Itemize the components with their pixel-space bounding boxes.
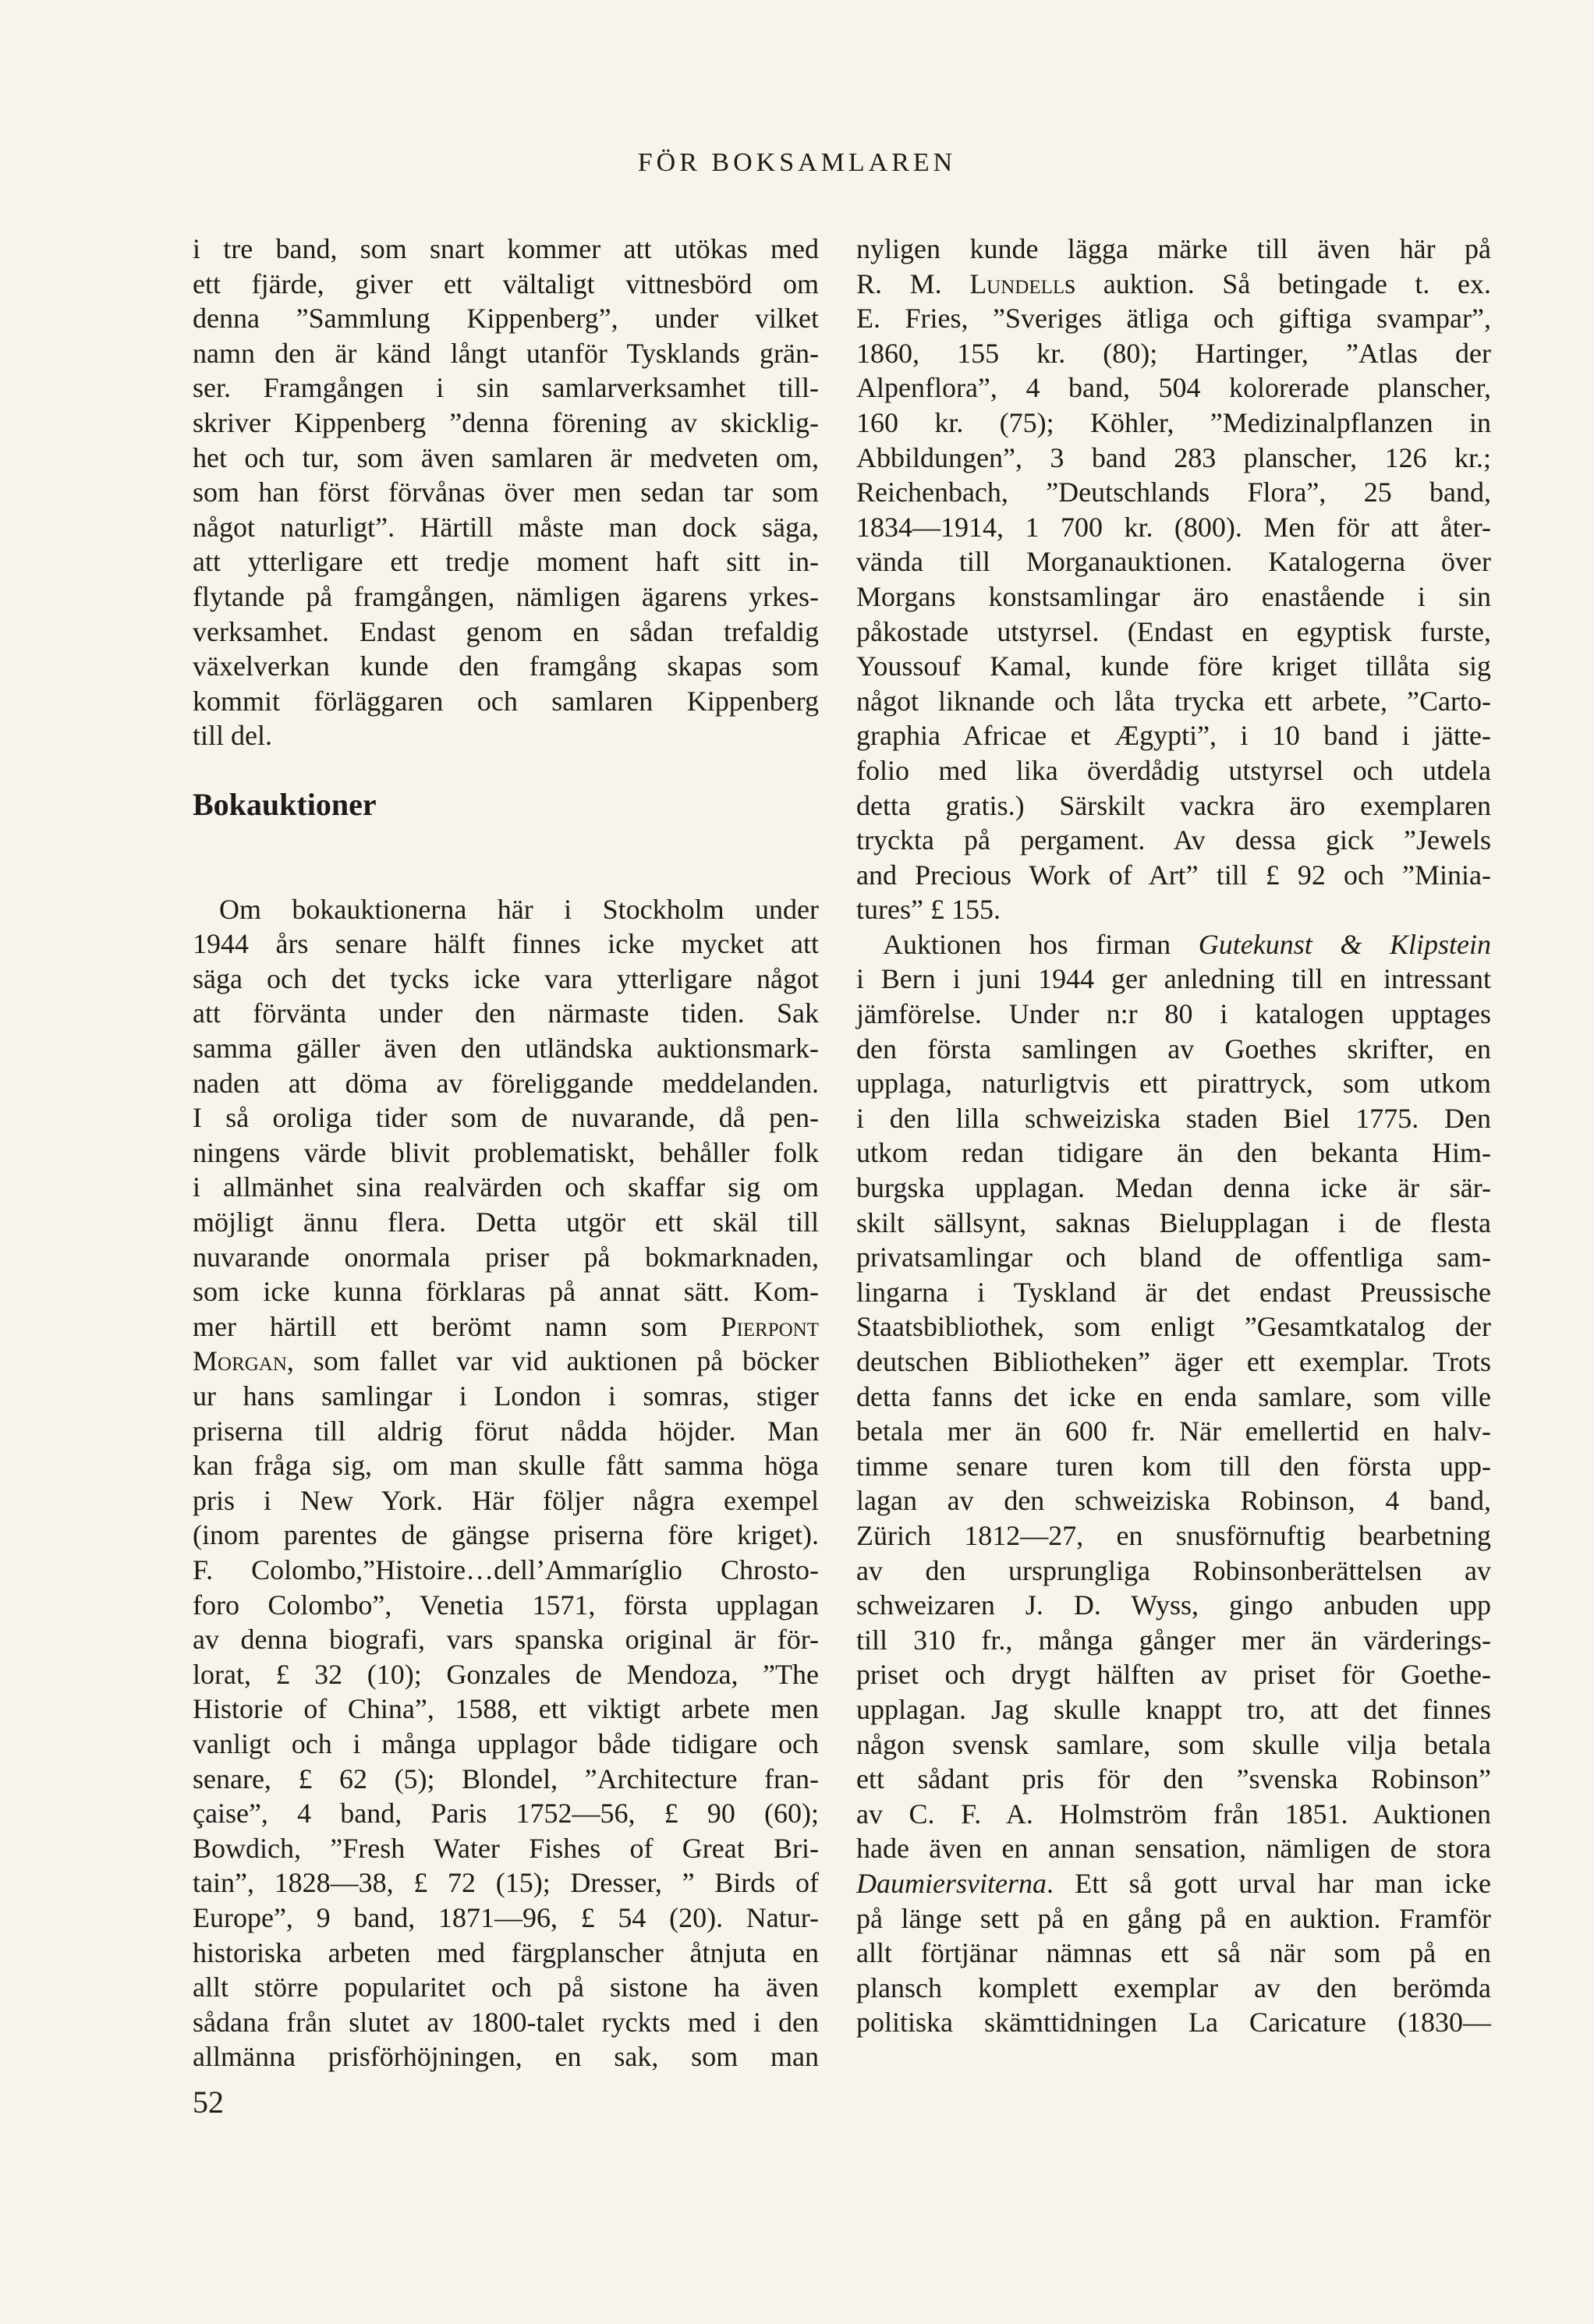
text-line: namn den är känd långt utanför Tysklands grän- xyxy=(193,337,819,369)
section-heading: Bokauktioner xyxy=(193,786,377,822)
section-heading-block xyxy=(193,788,819,892)
text-line: tryckta på pergament. Av dessa gick ”Jewels xyxy=(856,824,1491,856)
text-segment: s auktion. Så betingade t. ex. xyxy=(1064,267,1491,299)
text-line: lorat, £ 32 (10); Gonzales de Mendoza, ”The xyxy=(193,1658,819,1690)
text-line xyxy=(856,927,1491,962)
text-line: 160 kr. (75); Köhler, ”Medizinalpflanzen in xyxy=(856,406,1491,438)
text-segment: . Ett så gott urval har man icke xyxy=(1046,1867,1491,1899)
text-line: påkostade utstyrsel. (Endast en egyptisk furste, xyxy=(856,615,1491,647)
text-line: Youssouf Kamal, kunde före kriget tillåta sig xyxy=(856,650,1491,682)
text-line: tain”, 1828—38, £ 72 (15); Dresser, ” Birds of xyxy=(193,1867,819,1899)
text-line: något naturligt”. Härtill måste man dock säga, xyxy=(193,511,819,543)
text-line xyxy=(193,1344,819,1379)
text-line: kommit förläggaren och samlaren Kippenberg xyxy=(193,685,819,717)
text-line: schweizaren J. D. Wyss, gingo anbuden upp xyxy=(856,1589,1491,1621)
text-line: av den ursprungliga Robinsonberättelsen av xyxy=(856,1554,1491,1586)
text-line: möjligt ännu flera. Detta utgör ett skäl till xyxy=(193,1206,819,1238)
text-line: nuvarande onormala priser på bokmarknaden, xyxy=(193,1241,819,1273)
text-line: vända till Morganauktionen. Katalogerna över xyxy=(856,546,1491,578)
text-line: plansch komplett exemplar av den berömda xyxy=(856,1972,1491,2003)
text-line: säga och det tycks icke vara ytterligare något xyxy=(193,962,819,994)
text-line: i Bern i juni 1944 ger anledning till en intressant xyxy=(856,963,1491,995)
text-line: ett sådant pris för den ”svenska Robinson” xyxy=(856,1763,1491,1795)
text-line: skriver Kippenberg ”denna förening av skicklig- xyxy=(193,406,819,438)
text-line: denna ”Sammlung Kippenberg”, under vilket xyxy=(193,303,819,335)
text-line: Zürich 1812—27, en snusförnuftig bearbetning xyxy=(856,1519,1491,1551)
text-line: detta gratis.) Särskilt vackra äro exemplaren xyxy=(856,789,1491,821)
text-line: politiska skämttidningen La Caricature (1830— xyxy=(856,2007,1491,2039)
text-line: E. Fries, ”Sveriges ätliga och giftiga svampar”, xyxy=(856,303,1491,335)
text-line: priserna till aldrig förut nådda höjder. Man xyxy=(193,1415,819,1447)
text-line: 1944 års senare hälft finnes icke mycket att xyxy=(193,928,819,960)
text-line: lingarna i Tyskland är det endast Preussische xyxy=(856,1276,1491,1308)
italic-text: Daumiersviterna xyxy=(856,1867,1047,1899)
text-line: het och tur, som även samlaren är medveten om, xyxy=(193,441,819,473)
text-line: flytande på framgången, nämligen ägarens yrkes- xyxy=(193,580,819,612)
text-line: av denna biografi, vars spanska original är för- xyxy=(193,1624,819,1656)
text-line: senare, £ 62 (5); Blondel, ”Architecture fran- xyxy=(193,1762,819,1794)
page-number: 52 xyxy=(193,2085,224,2120)
text-line: verksamhet. Endast genom en sådan trefaldig xyxy=(193,615,819,647)
text-line: naden att döma av föreliggande meddelanden. xyxy=(193,1067,819,1099)
text-line: lagan av den schweiziska Robinson, 4 band, xyxy=(856,1485,1491,1517)
text-line: Historie of China”, 1588, ett viktigt arbete men xyxy=(193,1693,819,1725)
text-line: växelverkan kunde den framgång skapas som xyxy=(193,650,819,682)
text-line: Staatsbibliothek, som enligt ”Gesamtkatalog der xyxy=(856,1311,1491,1343)
text-line: som han först förvånas över men sedan tar som xyxy=(193,476,819,508)
text-line: utkom redan tidigare än den bekanta Him- xyxy=(856,1137,1491,1169)
text-line: vanligt och i många upplagor både tidigare och xyxy=(193,1727,819,1759)
text-line: ett fjärde, giver ett vältaligt vittnesbörd om xyxy=(193,267,819,299)
text-line: and Precious Work of Art” till £ 92 och ”Minia- xyxy=(856,859,1491,891)
text-line: Europe”, 9 band, 1871—96, £ 54 (20). Natur- xyxy=(193,1901,819,1933)
text-line: tures” £ 155. xyxy=(856,894,1001,926)
text-line xyxy=(193,1309,819,1344)
text-segment: Auktionen hos firman xyxy=(883,928,1199,960)
text-line: pris i New York. Här följer några exempel xyxy=(193,1484,819,1516)
text-line: 1834—1914, 1 700 kr. (800). Men för att åter- xyxy=(856,511,1491,543)
text-line: allt förtjänar nämnas ett så när som på en xyxy=(856,1937,1491,1969)
text-line: graphia Africae et Ægypti”, i 10 band i jätte- xyxy=(856,720,1491,752)
text-line: allt större popularitet och på sistone ha även xyxy=(193,1972,819,2003)
text-line: något liknande och låta trycka ett arbete, ”Carto- xyxy=(856,685,1491,717)
text-line: priset och drygt hälften av priset för Goethe- xyxy=(856,1659,1491,1691)
text-line: hade även en annan sensation, nämligen de stora xyxy=(856,1833,1491,1865)
text-line: till del. xyxy=(193,720,272,752)
running-head: FÖR BOKSAMLAREN xyxy=(637,148,957,177)
text-line: betala mer än 600 fr. När emellertid en halv- xyxy=(856,1415,1491,1447)
text-line: folio med lika överdådig utstyrsel och utdela xyxy=(856,754,1491,786)
text-line: i den lilla schweiziska staden Biel 1775. Den xyxy=(856,1102,1491,1134)
text-line: Alpenflora”, 4 band, 504 kolorerade planscher, xyxy=(856,372,1491,404)
text-line: Abbildungen”, 3 band 283 planscher, 126 kr.; xyxy=(856,441,1491,473)
text-line: foro Colombo”, Venetia 1571, första upplagan xyxy=(193,1589,819,1621)
text-line: detta fanns det icke en enda samlare, som ville xyxy=(856,1380,1491,1412)
text-line: upplagan. Jag skulle knappt tro, att det finnes xyxy=(856,1693,1491,1725)
text-line: 1860, 155 kr. (80); Hartinger, ”Atlas der xyxy=(856,337,1491,369)
text-line: sådana från slutet av 1800-talet ryckts med i den xyxy=(193,2006,819,2038)
paragraph xyxy=(856,927,1491,2040)
text-line: historiska arbeten med färgplanscher åtnjuta en xyxy=(193,1936,819,1968)
text-line: någon svensk samlare, som skulle vilja betala xyxy=(856,1728,1491,1760)
paragraph xyxy=(856,232,1491,927)
text-line: att ytterligare ett tredje moment haft sitt in- xyxy=(193,546,819,578)
small-caps-name: Morgan xyxy=(193,1345,287,1377)
text-line: privatsamlingar och bland de offentliga sam- xyxy=(856,1242,1491,1274)
text-line: till 310 fr., många gånger mer än värderings- xyxy=(856,1624,1491,1656)
text-line: burgska upplagan. Medan denna icke är sär- xyxy=(856,1172,1491,1204)
right-column xyxy=(856,232,1491,2040)
text-line: deutschen Bibliotheken” äger ett exemplar. Trots xyxy=(856,1346,1491,1377)
text-line: av C. F. A. Holmström från 1851. Auktionen xyxy=(856,1798,1491,1830)
text-line: allmänna prisförhöjningen, en sak, som man xyxy=(193,2041,819,2073)
text-line: (inom parentes de gängse priserna före kriget). xyxy=(193,1519,819,1551)
left-column xyxy=(193,232,819,2074)
small-caps-name: Pierpont xyxy=(721,1310,819,1342)
text-line xyxy=(856,267,1491,302)
text-line: på länge sett på en gång på en auktion. Framför xyxy=(856,1902,1491,1934)
text-line: ur hans samlingar i London i somras, stiger xyxy=(193,1380,819,1412)
text-line: kan fråga sig, om man skulle fått samma höga xyxy=(193,1450,819,1482)
italic-text: Gutekunst & Klipstein xyxy=(1198,928,1492,960)
text-line: jämförelse. Under n:r 80 i katalogen upptages xyxy=(856,998,1491,1030)
text-line: den första samlingen av Goethes skrifter, en xyxy=(856,1033,1491,1065)
text-line: Reichenbach, ”Deutschlands Flora”, 25 band, xyxy=(856,476,1491,508)
text-line: Morgans konstsamlingar äro enastående i sin xyxy=(856,580,1491,612)
text-line: som icke kunna förklaras på annat sätt. Kom- xyxy=(193,1276,819,1308)
text-segment: , som fallet var vid auktionen på böcker xyxy=(286,1345,819,1377)
text-line: timme senare turen kom till den första upp- xyxy=(856,1450,1491,1482)
paragraph xyxy=(193,232,819,753)
text-line: ningens värde blivit problematiskt, behåller folk xyxy=(193,1136,819,1168)
text-line: Bowdich, ”Fresh Water Fishes of Great Bri- xyxy=(193,1832,819,1864)
paragraph xyxy=(193,892,819,2074)
text-segment: mer härtill ett berömt namn som xyxy=(193,1310,721,1342)
text-line: F. Colombo,”Histoire…dell’Ammaríglio Chrosto- xyxy=(193,1553,819,1585)
text-line: upplaga, naturligtvis ett pirattryck, som utkom xyxy=(856,1068,1491,1100)
text-segment: R. M. xyxy=(856,267,970,299)
text-line: i allmänhet sina realvärden och skaffar sig om xyxy=(193,1171,819,1203)
text-line: I så oroliga tider som de nuvarande, då pen- xyxy=(193,1102,819,1134)
text-line: att förvänta under den närmaste tiden. Sak xyxy=(193,997,819,1029)
small-caps-name: Lundell xyxy=(969,267,1065,299)
text-line: i tre band, som snart kommer att utökas med xyxy=(193,233,819,264)
text-line: çaise”, 4 band, Paris 1752—56, £ 90 (60); xyxy=(193,1798,819,1830)
text-line: samma gäller även den utländska auktionsmark- xyxy=(193,1033,819,1065)
text-line xyxy=(856,1866,1491,1901)
text-line: nyligen kunde lägga märke till även här på xyxy=(856,233,1491,264)
text-line: Om bokauktionerna här i Stockholm under xyxy=(219,893,819,925)
text-line: skilt sällsynt, saknas Bielupplagan i de flesta xyxy=(856,1206,1491,1238)
text-line: ser. Framgången i sin samlarverksamhet till- xyxy=(193,372,819,404)
